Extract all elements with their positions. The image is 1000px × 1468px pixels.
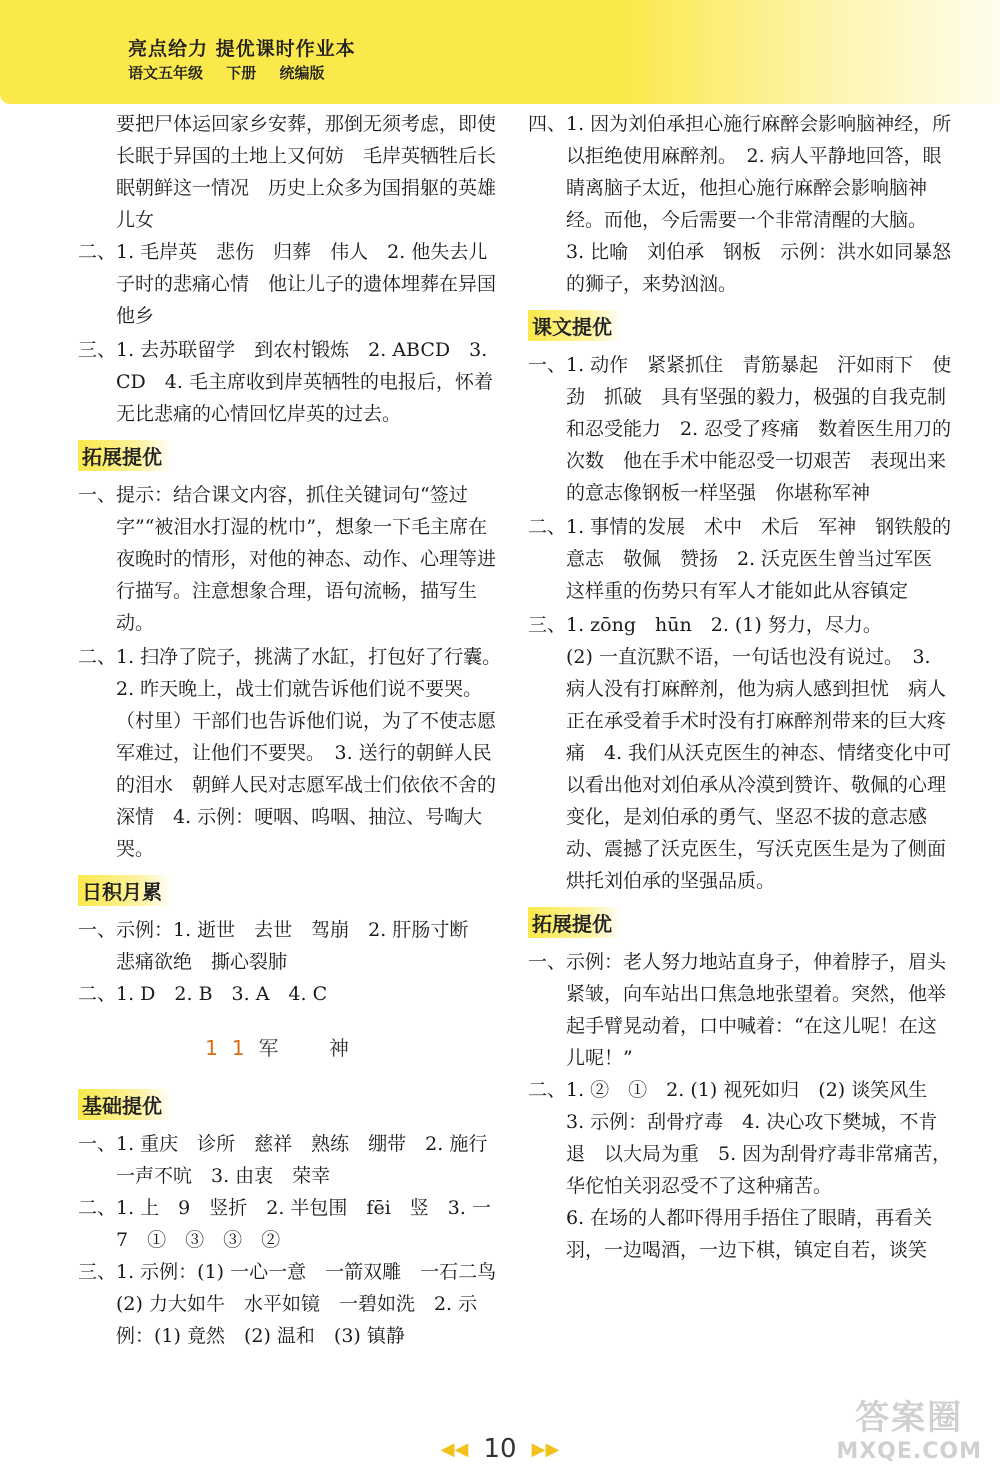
answer-continuation: 6. 在场的人都吓得用手捂住了眼睛，再看关羽，一边喝酒，一边下棋，镇定自若，谈笑 xyxy=(566,1207,933,1261)
answer-item: 二、1. 上 9 竖折 2. 半包围 fēi 竖 3. 一 7 ① ③ ③ ② xyxy=(78,1197,510,1251)
banner-fade xyxy=(620,0,1000,104)
answer-item: 四、1. 因为刘伯承担心施行麻醉会影响脑神经，所以拒绝使用麻醉剂。 2. 病人平静地回答，眼睛离脑子太近，他担心施行麻醉会影响脑神经。而他，今后需要一个非常清醒的大脑。 3. 比喻 刘伯承 钢板 示例：洪水如同暴怒的狮子，来势汹汹。 xyxy=(528,113,952,295)
site-watermark xyxy=(836,1390,982,1464)
book-subtitle xyxy=(128,62,343,83)
section-heading-kewen: 课文提优 xyxy=(528,310,622,341)
left-column xyxy=(78,108,516,1352)
answer-item: 三、1. 去苏联留学 到农村锻炼 2. ABCD 3. CD 4. 毛主席收到岸英牺牲的电报后，怀着无比悲痛的心情回忆岸英的过去。 xyxy=(78,339,493,425)
answer-item: 一、1. 重庆 诊所 慈祥 熟练 绷带 2. 施行 一声不吭 3. 由衷 荣幸 xyxy=(78,1133,507,1187)
answer-item: 一、示例：老人努力地站直身子，伸着脖子，眉头紧皱，向车站出口焦急地张望着。突然，他举起手臂晃动着，口中喊着：“在这儿呢！在这儿呢！” xyxy=(528,951,947,1069)
answer-item: 三、1. zōng hūn 2. (1) 努力，尽力。 xyxy=(528,614,882,636)
prev-arrows-icon: ◀◀ xyxy=(440,1439,469,1460)
answer-item: 三、1. 示例：(1) 一心一意 一箭双雕 一石二鸟 (2) 力大如牛 水平如镜 一碧如洗 2. 示例：(1) 竟然 (2) 温和 (3) 镇静 xyxy=(78,1261,516,1347)
answer-item: 二、1. ② ① 2. (1) 视死如归 (2) 谈笑风生 3. 示例：刮骨疗毒 4. 决心攻下樊城，不肯退 以大局为重 5. 因为刮骨疗毒非常痛苦，华佗怕关羽忍受不了这种痛苦。 xyxy=(528,1079,952,1197)
watermark-logo: 答案圈 xyxy=(855,1398,964,1438)
header-banner xyxy=(0,0,1000,104)
book-title: 亮点给力 提优课时作业本 xyxy=(128,38,356,60)
answer-paragraph: 要把尸体运回家乡安葬，那倒无须考虑，即使长眠于异国的土地上又何妨 毛岸英牺牲后长眠朝鲜这一情况 历史上众多为国捐躯的英雄儿女 xyxy=(116,113,497,231)
answer-item: 二、1. 毛岸英 悲伤 归葬 伟人 2. 他失去儿子时的悲痛心情 他让儿子的遗体埋葬在异国他乡 xyxy=(78,241,497,327)
edition-label: 统编版 xyxy=(279,64,325,82)
page-number: 10 xyxy=(483,1434,517,1464)
answer-item: 一、示例：1. 逝世 去世 驾崩 2. 肝肠寸断 悲痛欲绝 撕心裂肺 xyxy=(78,919,488,973)
lesson-name: 军 神 xyxy=(258,1036,371,1060)
volume-label: 下册 xyxy=(226,64,257,82)
section-heading-riji: 日积月累 xyxy=(78,875,172,906)
next-arrows-icon: ▶▶ xyxy=(531,1439,560,1460)
lesson-title xyxy=(78,1032,498,1061)
answer-item: 一、提示：结合课文内容，抓住关键词句“签过字”“被泪水打湿的枕巾”，想象一下毛主席在夜晚时的情形，对他的神态、动作、心理等进行描写。注意想象合理，语句流畅，描写生动。 xyxy=(78,484,497,634)
answer-item: 二、1. 事情的发展 术中 术后 军神 钢铁般的意志 敬佩 赞扬 2. 沃克医生曾当过军医 这样重的伤势只有军人才能如此从容镇定 xyxy=(528,516,952,602)
section-heading-jichu: 基础提优 xyxy=(78,1089,172,1120)
section-heading-tuozhan-right: 拓展提优 xyxy=(528,907,622,938)
answer-item: 二、1. D 2. B 3. A 4. C xyxy=(78,983,328,1005)
grade-label: 语文五年级 xyxy=(128,64,204,82)
right-column xyxy=(528,108,953,1266)
answer-item: 一、1. 动作 紧紧抓住 青筋暴起 汗如雨下 使劲 抓破 具有坚强的毅力，极强的自我克制和忍受能力 2. 忍受了疼痛 数着医生用刀的次数 他在手术中能忍受一切艰苦 表现出来的意志像钢板一样坚强 你堪称军神 xyxy=(528,354,952,504)
answer-item: 二、1. 扫净了院子，挑满了水缸，打包好了行囊。 2. 昨天晚上，战士们就告诉他们说不要哭。（村里）干部们也告诉他们说，为了不使志愿军难过，让他们不要哭。 3. 送行的朝鲜人民的泪水 朝鲜人民对志愿军战士们依依不舍的深情 4. 示例：哽咽、呜咽、抽泣、号啕大哭。 xyxy=(78,646,511,860)
answer-continuation: (2) 一直沉默不语，一句话也没有说过。 3. 病人没有打麻醉剂，他为病人感到担忧 病人正在承受着手术时没有打麻醉剂带来的巨大疼痛 4. 我们从沃克医生的神态、情绪变化中可以看出他对刘伯承从冷漠到赞许、敬佩的心理变化，是刘伯承的勇气、坚忍不拔的意志感动、震撼了沃克医生，写沃克医生是为了侧面烘托刘伯承的坚强品质。 xyxy=(566,646,952,892)
lesson-number: 11 xyxy=(205,1036,259,1060)
watermark-url: MXQE.COM xyxy=(836,1439,982,1464)
section-heading-tuozhan: 拓展提优 xyxy=(78,440,172,471)
